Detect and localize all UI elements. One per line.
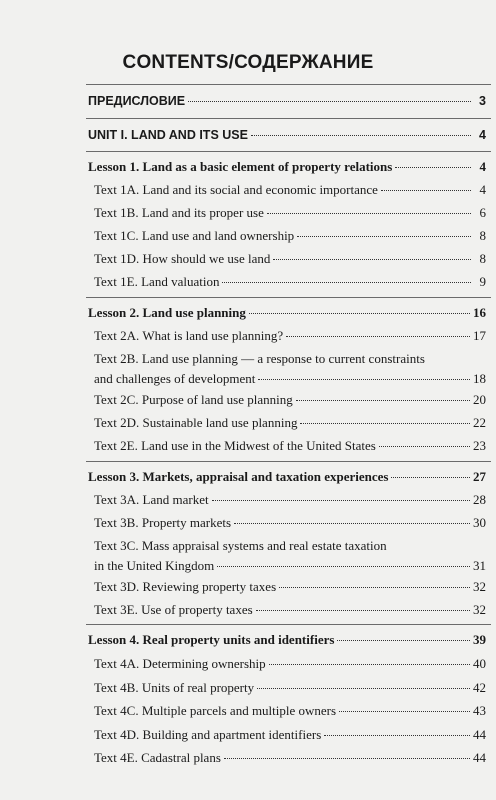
leader-dots — [296, 399, 470, 401]
toc-page: 8 — [479, 228, 486, 243]
leader-dots — [217, 565, 470, 567]
leader-dots — [234, 522, 470, 524]
toc-entry-text-3a[interactable] — [94, 492, 486, 508]
toc-entry-unit-1[interactable] — [88, 127, 486, 143]
toc-page: 9 — [479, 274, 486, 289]
toc-label: Text 1E. Land valuation — [94, 274, 220, 289]
toc-label-first-line: Text 3C. Mass appraisal systems and real estate taxation — [94, 538, 387, 553]
toc-page: 40 — [473, 656, 486, 671]
toc-label: Text 1B. Land and its proper use — [94, 205, 264, 220]
divider — [86, 461, 491, 462]
divider — [86, 624, 491, 625]
leader-dots — [324, 734, 470, 736]
leader-dots — [391, 476, 470, 478]
toc-page: 42 — [473, 680, 486, 695]
toc-page: 8 — [479, 251, 486, 266]
toc-label: and challenges of development — [94, 371, 256, 386]
toc-label: ПРЕДИСЛОВИЕ — [88, 94, 186, 108]
toc-entry-text-3c[interactable] — [94, 538, 486, 574]
toc-label: Text 1C. Land use and land ownership — [94, 228, 295, 243]
toc-page: 16 — [473, 305, 486, 320]
toc-page: 18 — [473, 371, 486, 386]
toc-label: Lesson 1. Land as a basic element of property relations — [88, 159, 393, 174]
leader-dots — [251, 134, 471, 136]
toc-page: 20 — [473, 392, 486, 407]
toc-label: Text 3E. Use of property taxes — [94, 602, 253, 617]
leader-dots — [339, 710, 470, 712]
toc-entry-lesson-4[interactable] — [88, 632, 486, 648]
toc-page: 43 — [473, 703, 486, 718]
toc-page: 44 — [473, 750, 486, 765]
leader-dots — [395, 166, 471, 168]
toc-label: Lesson 2. Land use planning — [88, 305, 246, 320]
leader-dots — [286, 335, 470, 337]
toc-label: Lesson 3. Markets, appraisal and taxation experiences — [88, 469, 389, 484]
toc-entry-text-2e[interactable] — [94, 438, 486, 454]
toc-entry-text-1d[interactable] — [94, 251, 486, 267]
toc-label: Text 2C. Purpose of land use planning — [94, 392, 293, 407]
divider — [86, 151, 491, 152]
toc-page: 4 — [479, 159, 486, 174]
leader-dots — [379, 445, 470, 447]
leader-dots — [337, 639, 470, 641]
toc-entry-text-2d[interactable] — [94, 415, 486, 431]
toc-entry-text-4d[interactable] — [94, 727, 486, 743]
leader-dots — [222, 281, 471, 283]
leader-dots — [212, 499, 470, 501]
toc-entry-lesson-3[interactable] — [88, 469, 486, 485]
toc-label: Text 4D. Building and apartment identifiers — [94, 727, 322, 742]
leader-dots — [258, 378, 470, 380]
toc-page: 22 — [473, 415, 486, 430]
leader-dots — [273, 258, 471, 260]
toc-page: 28 — [473, 492, 486, 507]
leader-dots — [269, 663, 470, 665]
leader-dots — [249, 312, 470, 314]
toc-label: Text 2A. What is land use planning? — [94, 328, 284, 343]
toc-page: 32 — [473, 602, 486, 617]
toc-label: Text 4B. Units of real property — [94, 680, 255, 695]
leader-dots — [279, 586, 470, 588]
toc-page: 23 — [473, 438, 486, 453]
toc-entry-text-3e[interactable] — [94, 602, 486, 618]
toc-label: Text 4A. Determining ownership — [94, 656, 266, 671]
toc-page: 30 — [473, 515, 486, 530]
toc-label: Text 2E. Land use in the Midwest of the United States — [94, 438, 376, 453]
toc-entry-text-1b[interactable] — [94, 205, 486, 221]
leader-dots — [224, 757, 470, 759]
leader-dots — [300, 422, 470, 424]
toc-entry-text-2b[interactable] — [94, 351, 486, 387]
toc-entry-preface[interactable] — [88, 93, 486, 109]
leader-dots — [267, 212, 471, 214]
toc-entry-text-1a[interactable] — [94, 182, 486, 198]
toc-label: in the United Kingdom — [94, 558, 215, 573]
toc-label: Text 2D. Sustainable land use planning — [94, 415, 298, 430]
toc-label: Text 4E. Cadastral plans — [94, 750, 221, 765]
toc-entry-text-4b[interactable] — [94, 680, 486, 696]
toc-entry-text-3b[interactable] — [94, 515, 486, 531]
divider — [86, 118, 491, 119]
toc-entry-lesson-2[interactable] — [88, 305, 486, 321]
divider — [86, 84, 491, 85]
toc-page: 4 — [479, 128, 486, 142]
toc-entry-lesson-1[interactable] — [88, 159, 486, 175]
toc-label: Text 3D. Reviewing property taxes — [94, 579, 277, 594]
toc-page: 32 — [473, 579, 486, 594]
toc-label-first-line: Text 2B. Land use planning — a response to current constraints — [94, 351, 425, 366]
toc-entry-text-2c[interactable] — [94, 392, 486, 408]
toc-label: Lesson 4. Real property units and identifiers — [88, 632, 335, 647]
toc-entry-text-4a[interactable] — [94, 656, 486, 672]
toc-entry-text-1e[interactable] — [94, 274, 486, 290]
toc-label: Text 3A. Land market — [94, 492, 209, 507]
toc-page: 31 — [473, 558, 486, 573]
toc-entry-text-3d[interactable] — [94, 579, 486, 595]
toc-entry-text-4e[interactable] — [94, 750, 486, 766]
toc-entry-text-2a[interactable] — [94, 328, 486, 344]
leader-dots — [257, 687, 470, 689]
toc-page: 3 — [479, 94, 486, 108]
leader-dots — [256, 609, 470, 611]
toc-page: 39 — [473, 632, 486, 647]
toc-page: 17 — [473, 328, 486, 343]
toc-label: Text 1A. Land and its social and economic importance — [94, 182, 378, 197]
leader-dots — [381, 189, 471, 191]
page-title: CONTENTS/СОДЕРЖАНИЕ — [122, 52, 374, 73]
toc-label: Text 1D. How should we use land — [94, 251, 271, 266]
toc-label: UNIT I. LAND AND ITS USE — [88, 128, 248, 142]
toc-label: Text 3B. Property markets — [94, 515, 232, 530]
toc-page: 44 — [473, 727, 486, 742]
leader-dots — [188, 100, 471, 102]
toc-page: 6 — [479, 205, 486, 220]
toc-entry-text-4c[interactable] — [94, 703, 486, 719]
divider — [86, 297, 491, 298]
toc-page: 4 — [479, 182, 486, 197]
toc-page: 27 — [473, 469, 486, 484]
toc-label: Text 4C. Multiple parcels and multiple owners — [94, 703, 337, 718]
leader-dots — [297, 235, 471, 237]
toc-entry-text-1c[interactable] — [94, 228, 486, 244]
